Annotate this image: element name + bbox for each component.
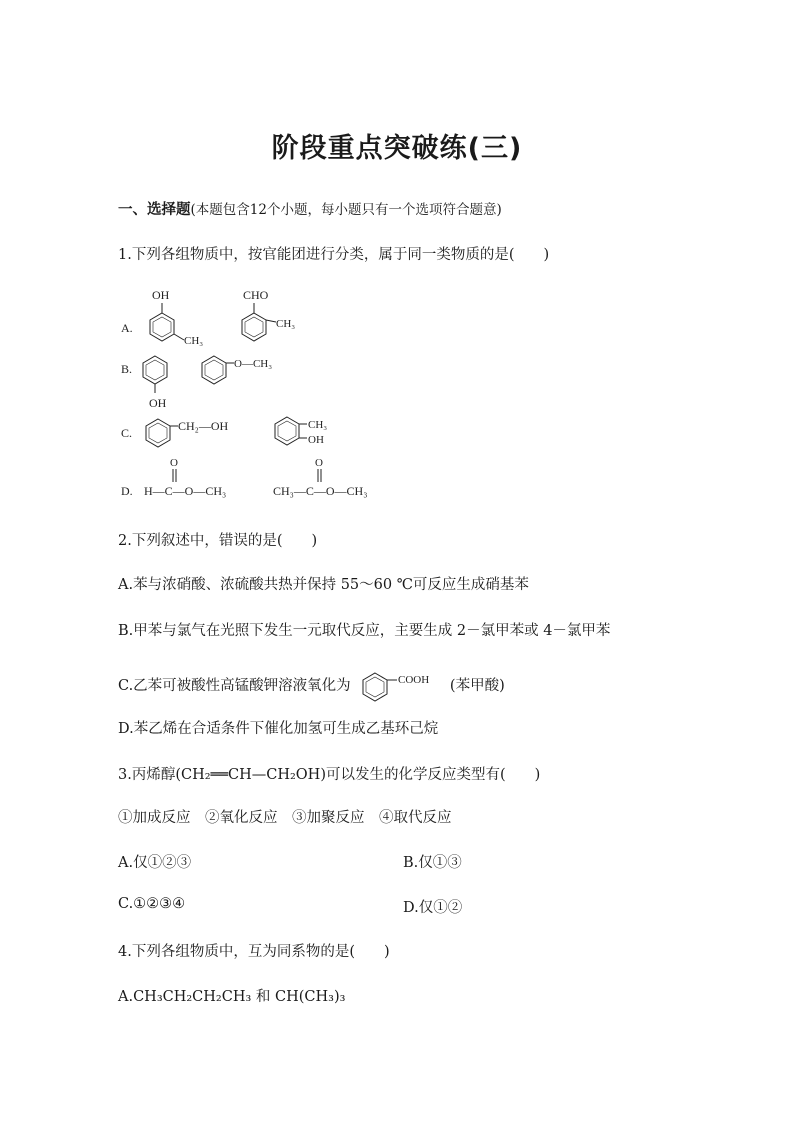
substituent-label: OH <box>308 434 324 446</box>
section-label: 一、选择题 <box>118 201 191 218</box>
option-label-b: B. <box>121 362 133 376</box>
q3-items: ①加成反应 ②氧化反应 ③加聚反应 ④取代反应 <box>118 810 452 826</box>
q3-option-b: B.仅①③ <box>403 855 462 871</box>
q2-option-c <box>118 667 505 705</box>
q2-option-d: D.苯乙烯在合适条件下催化加氢可生成乙基环己烷 <box>118 721 439 737</box>
benzoic-acid-structure <box>355 667 445 705</box>
substituent-label: OH <box>149 396 167 410</box>
benzene-icon <box>143 356 167 384</box>
q3-option-a: A.仅①②③ <box>118 855 192 871</box>
substituent-label: COOH <box>398 674 430 686</box>
q2-option-c-suffix: (苯甲酸) <box>449 678 505 694</box>
page-title: 阶段重点突破练(三) <box>271 133 523 164</box>
q3-option-c: C.①②③④ <box>118 896 186 912</box>
q2-option-c-text: C.乙苯可被酸性高锰酸钾溶液氧化为 <box>118 678 351 694</box>
formula-d-right: CH₃—C—O—CH₃ <box>273 484 368 498</box>
q3-option-d: D.仅①② <box>403 900 463 916</box>
benzene-icon <box>150 313 174 341</box>
substituent-label: CH₃ <box>276 318 296 330</box>
section-header <box>118 198 502 219</box>
formula-d-left: H—C—O—CH₃ <box>144 484 227 498</box>
carbonyl-oxygen: O <box>315 457 323 469</box>
substituent-label: CH₂—OH <box>178 419 229 433</box>
section-note: (本题包含12个小题，每小题只有一个选项符合题意) <box>190 202 502 218</box>
substituent-label: CHO <box>243 288 269 302</box>
substituent-label: CH₃ <box>308 419 328 431</box>
benzene-icon <box>146 419 170 447</box>
benzene-icon <box>242 313 266 341</box>
benzene-icon <box>275 417 299 445</box>
substituent-label: CH₃ <box>184 335 204 347</box>
substituent-label: O—CH₃ <box>234 358 273 370</box>
q2-option-a: A.苯与浓硝酸、浓硫酸共热并保持 55～60 ℃可反应生成硝基苯 <box>118 577 529 593</box>
q2-stem: 2.下列叙述中，错误的是( ) <box>118 533 318 549</box>
q4-option-a: A.CH₃CH₂CH₂CH₃ 和 CH(CH₃)₃ <box>118 989 346 1005</box>
q3-stem: 3.丙烯醇(CH₂══CH—CH₂OH)可以发生的化学反应类型有( ) <box>118 767 541 783</box>
q1-structures <box>118 282 418 504</box>
q2-option-b: B.甲苯与氯气在光照下发生一元取代反应，主要生成 2－氯甲苯或 4－氯甲苯 <box>118 623 611 639</box>
q1-stem: 1.下列各组物质中，按官能团进行分类，属于同一类物质的是( ) <box>118 247 550 263</box>
substituent-label: OH <box>152 288 170 302</box>
benzene-icon <box>202 356 226 384</box>
option-label-a: A. <box>121 321 133 335</box>
q4-stem: 4.下列各组物质中，互为同系物的是( ) <box>118 944 390 960</box>
benzene-icon <box>363 673 397 701</box>
carbonyl-oxygen: O <box>170 457 178 469</box>
option-label-c: C. <box>121 426 133 440</box>
option-label-d: D. <box>121 484 133 498</box>
